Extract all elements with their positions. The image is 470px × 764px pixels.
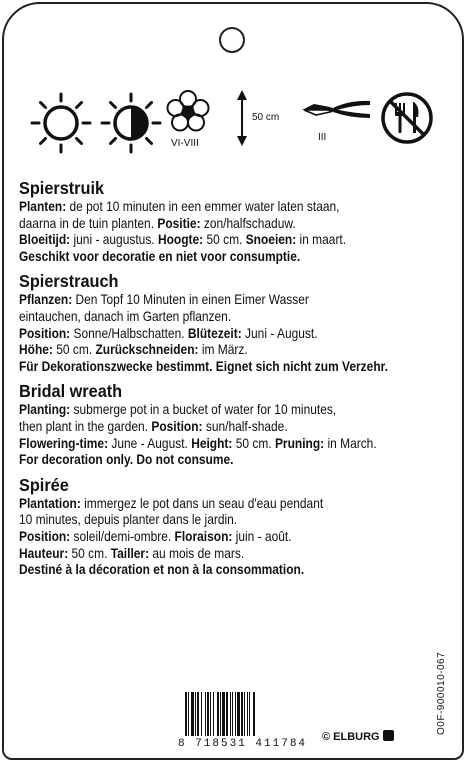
section-line [19,546,406,563]
bold-text: Planting: [19,402,71,418]
section-line [19,402,406,419]
section-line [19,419,406,436]
sun-icon [30,92,92,154]
section-0 [19,178,459,265]
section-line [19,216,406,233]
section-line [19,292,406,309]
section-line [19,512,406,529]
bold-text: Für Dekorationszwecke bestimmt. Eignet sich nicht zum Verzehr. [19,358,388,374]
text: 50 cm. [203,232,246,248]
text: in maart. [296,232,347,248]
section-title: Spirée [19,474,69,495]
half-shade-icon [100,92,162,154]
care-icons-row [0,86,470,156]
hang-hole [219,27,245,53]
text: immergez le pot dans un seau d'eau pendant [80,495,324,511]
text: 50 cm. [68,545,111,561]
flowering-months-caption: VI-VIII [171,138,199,149]
section-title: Spierstruik [19,178,105,198]
bold-text: Planten: [19,199,67,214]
bold-text: Geschikt voor decoratie en niet voor consumptie. [19,248,301,264]
text: Juni - August. [241,325,318,341]
barcode [183,692,293,736]
text: zon/halfschaduw. [200,215,296,231]
brand-logo [322,730,394,743]
product-code: O0F-900010-067 [436,651,447,735]
text: juin - août. [232,528,292,544]
text: eintauchen, danach im Garten pflanzen. [19,308,232,324]
section-line [19,342,406,359]
pruning-caption: III [318,132,327,143]
height-arrow-icon [236,90,248,146]
section-title: Bridal wreath [19,381,123,402]
bold-text: Floraison: [174,528,233,544]
bold-text: Blütezeit: [187,325,242,341]
section-1 [19,271,459,375]
text: im März. [198,342,248,358]
text: 50 cm. [232,435,275,451]
section-line [19,326,406,343]
section-3 [19,475,459,579]
text: sun/half-shade. [202,418,288,434]
bold-text: Snoeien: [245,232,297,248]
bold-text: Destiné à la décoration et non à la consommation. [19,562,305,578]
bold-text: Height: [191,435,233,451]
section-line [19,496,406,513]
bold-text: Plantation: [19,495,81,511]
bold-text: Flowering-time: [19,435,109,451]
section-title: Spierstrauch [19,271,119,292]
bold-text: Pruning: [274,435,325,451]
section-line [19,249,406,266]
section-line [19,452,406,469]
section-line [19,562,406,579]
bold-text: Pflanzen: [19,292,73,308]
text: Den Topf 10 Minuten in einen Eimer Wasser [72,292,309,308]
text: de pot 10 minuten in een emmer water laten staan, [66,199,340,214]
bold-text: Höhe: [19,342,53,358]
section-line [19,529,406,546]
text: daarna in de tuin planten. [19,215,158,231]
section-line [19,359,406,376]
text: Sonne/Halbschatten. [70,325,188,341]
text: 50 cm. [52,342,96,358]
brand-mark-icon [383,730,394,741]
bold-text: Zurückschneiden: [95,342,199,358]
height-caption: 50 cm [252,112,280,123]
bold-text: Position: [19,528,71,544]
section-2 [19,381,459,468]
text: then plant in the garden. [19,418,152,434]
pruning-shears-icon [300,98,372,122]
text: submerge pot in a bucket of water for 10 minutes, [70,402,337,418]
bold-text: Bloeitijd: [19,232,71,248]
barcode-digits: 8 718531 411784 [178,738,308,750]
bold-text: For decoration only. Do not consume. [19,452,234,468]
bold-text: Position: [151,418,203,434]
section-line [19,309,406,326]
text: June - August. [108,435,192,451]
section-line [19,199,406,216]
text: 10 minutes, depuis planter dans le jardin. [19,512,238,528]
bold-text: Hoogte: [157,232,204,248]
text: soleil/demi-ombre. [70,528,175,544]
bold-text: Tailler: [110,545,150,561]
section-line [19,232,406,249]
section-line [19,436,406,453]
no-eat-icon [380,91,434,145]
bold-text: Positie: [157,215,201,231]
instructions [19,178,459,585]
text: au mois de mars. [149,545,245,561]
brand-logo-text: © ELBURG [322,731,380,743]
text: in March. [324,435,377,451]
flower-icon [166,90,210,134]
bold-text: Position: [19,325,71,341]
bold-text: Hauteur: [19,545,69,561]
text: juni - augustus. [70,232,158,248]
